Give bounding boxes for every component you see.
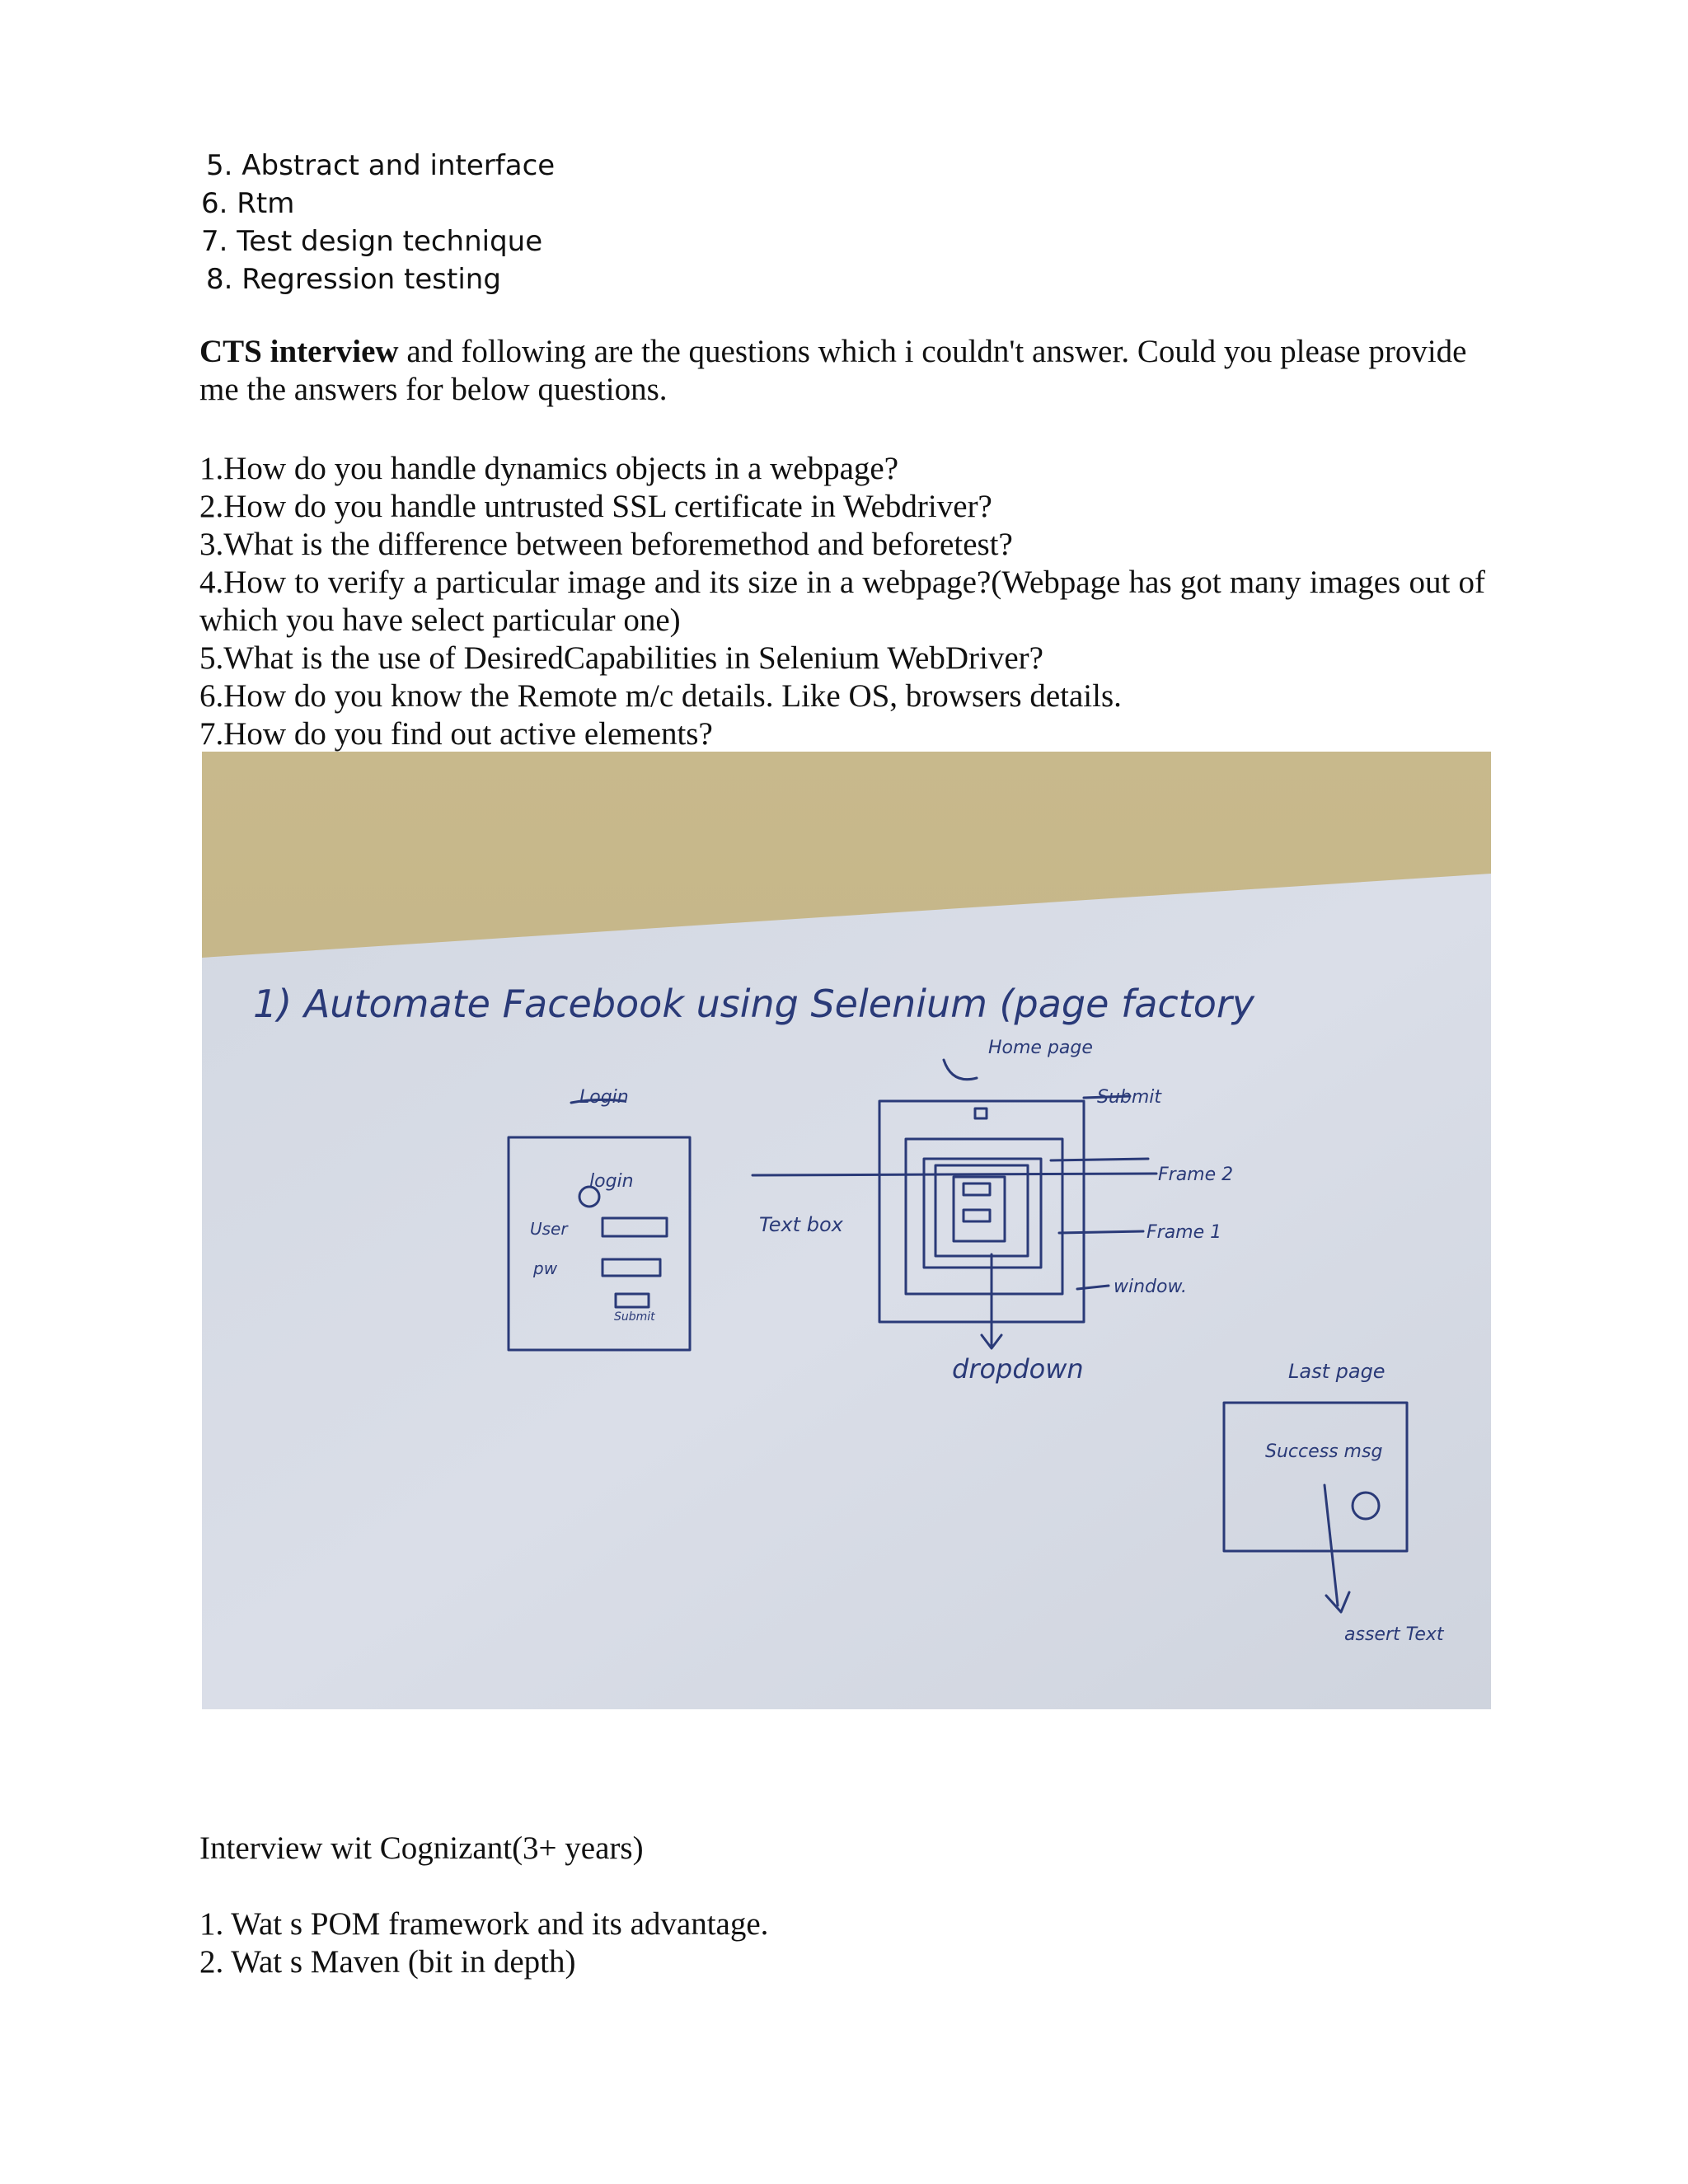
- list-item: 7. Test design technique: [201, 225, 543, 258]
- sketch-lastpage: Last page: [1288, 1360, 1386, 1383]
- sketch-user: User: [530, 1219, 568, 1239]
- question-item: 1.How do you handle dynamics objects in a webpage?: [199, 451, 899, 486]
- sketch-login: Login: [579, 1087, 629, 1108]
- question-item: 4.How to verify a particular image and its size in a webpage?(Webpage has got many images out of which you have select particular one): [199, 565, 1485, 638]
- list-item: 6. Rtm: [201, 187, 295, 220]
- sketch-dropdown: dropdown: [952, 1353, 1084, 1385]
- sketch-login-inner: login: [589, 1171, 634, 1192]
- question-item: 2.How do you handle untrusted SSL certificate in Webdriver?: [199, 489, 992, 524]
- sketch-frame1: Frame 1: [1146, 1222, 1222, 1243]
- sketch-submit-small: Submit: [614, 1310, 655, 1324]
- question-item: 6.How do you know the Remote m/c details. Like OS, browsers details.: [199, 678, 1122, 714]
- handwritten-sketch-photo: [202, 752, 1491, 1709]
- intro-paragraph: [199, 333, 1485, 409]
- list-item: 1. Wat s POM framework and its advantage.: [199, 1906, 769, 1942]
- topic-list: [201, 147, 943, 298]
- question-list: [199, 450, 1485, 753]
- sketch-submit: Submit: [1097, 1087, 1162, 1108]
- intro-bold: CTS interview: [199, 334, 399, 369]
- sketch-homepage: Home page: [988, 1038, 1093, 1058]
- sketch-textbox: Text box: [759, 1213, 843, 1236]
- question-item: 5.What is the use of DesiredCapabilities in Selenium WebDriver?: [199, 640, 1043, 676]
- sketch-assert: assert Text: [1344, 1624, 1444, 1645]
- section-title: Interview wit Cognizant(3+ years): [199, 1830, 644, 1866]
- sketch-pw: pw: [533, 1258, 558, 1278]
- question-item: 3.What is the difference between beforemethod and beforetest?: [199, 527, 1013, 562]
- list-item: 8. Regression testing: [206, 263, 501, 296]
- sketch-success: Success msg: [1265, 1441, 1383, 1462]
- question-item: 7.How do you find out active elements?: [199, 716, 713, 752]
- sketch-window: window.: [1114, 1277, 1188, 1297]
- sketch-heading: 1) Automate Facebook using Selenium (page factory: [253, 982, 1255, 1026]
- intro-text: and following are the questions which i couldn't answer. Could you please provide me the answers for below questions.: [199, 334, 1467, 407]
- spacer: [199, 1868, 1485, 1905]
- list-item: 2. Wat s Maven (bit in depth): [199, 1944, 576, 1980]
- list-item: 5. Abstract and interface: [206, 149, 556, 182]
- cognizant-section: [199, 1830, 1485, 1981]
- sketch-frame2: Frame 2: [1158, 1165, 1234, 1185]
